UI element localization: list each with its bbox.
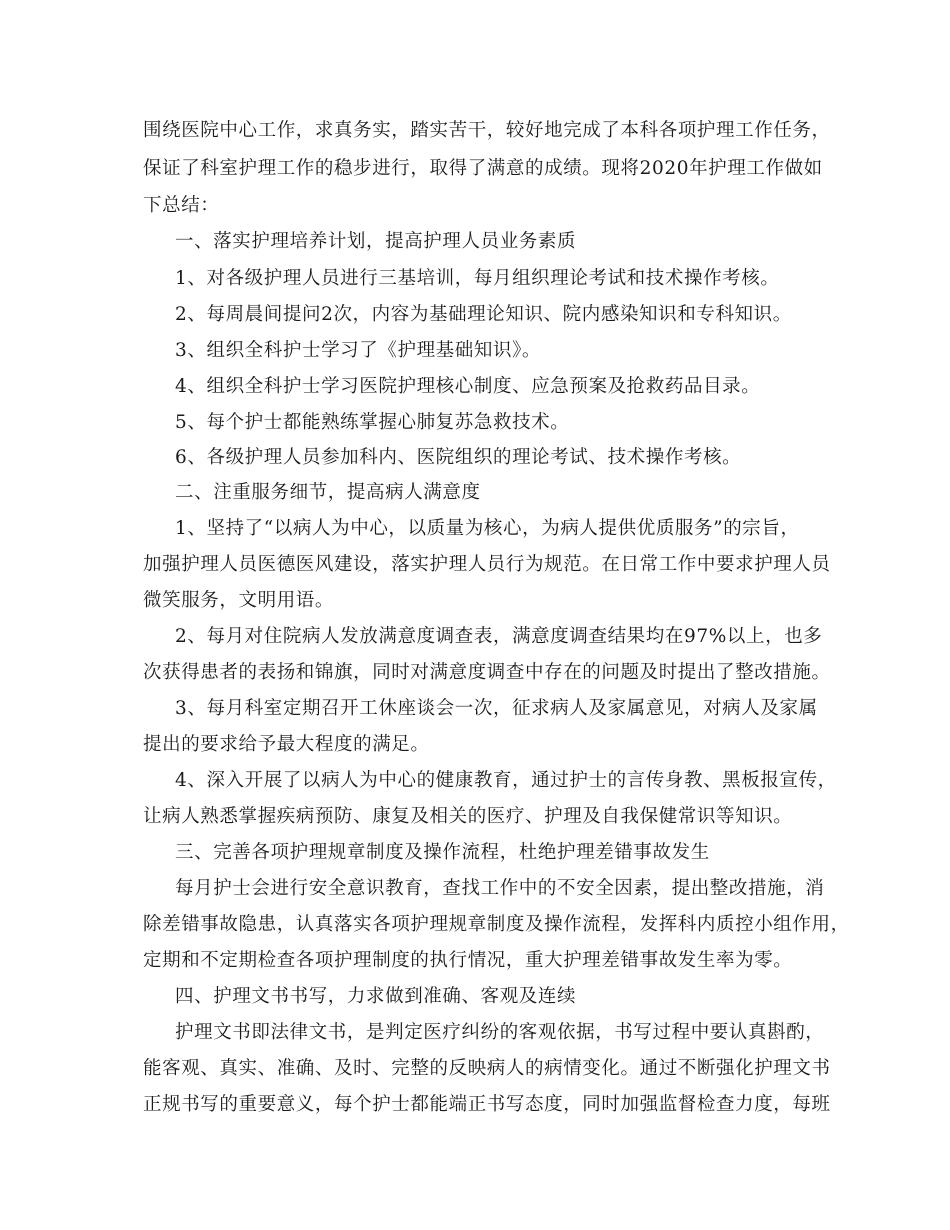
list-item: 1、坚持了“以病人为中心，以质量为核心，为病人提供优质服务”的宗旨，: [175, 518, 800, 539]
body-text-line: 微笑服务，文明用语。: [143, 590, 335, 611]
list-item: 3、组织全科护士学习了《护理基础知识》。: [175, 340, 542, 361]
body-text-line: 让病人熟悉掌握疾病预防、康复及相关的医疗、护理及自我保健常识等知识。: [143, 806, 793, 827]
section-heading: 四、护理文书书写，力求做到准确、客观及连续: [175, 986, 577, 1007]
body-text-line: 能客观、真实、准确、及时、完整的反映病人的病情变化。通过不断强化护理文书: [143, 1058, 831, 1079]
section-heading: 一、落实护理培养计划，提高护理人员业务素质: [175, 231, 577, 252]
body-text-line: 护理文书即法律文书，是判定医疗纠纷的客观依据，书写过程中要认真斟酌，: [175, 1022, 825, 1043]
body-text-line: 每月护士会进行安全意识教育，查找工作中的不安全因素，提出整改措施，消: [175, 878, 825, 899]
body-text-line: 定期和不定期检查各项护理制度的执行情况，重大护理差错事故发生率为零。: [143, 950, 793, 971]
list-item: 4、组织全科护士学习医院护理核心制度、应急预案及抢救药品目录。: [175, 376, 761, 397]
section-heading: 三、完善各项护理规章制度及操作流程，杜绝护理差错事故发生: [175, 842, 710, 863]
body-text-line: 围绕医院中心工作，求真务实，踏实苦干，较好地完成了本科各项护理工作任务，: [143, 120, 831, 141]
body-text-line: 正规书写的重要意义，每个护士都能端正书写态度，同时加强监督检查力度，每班: [143, 1094, 831, 1115]
list-item: 5、每个护士都能熟练掌握心肺复苏急救技术。: [175, 412, 570, 433]
body-text-line: 下总结：: [143, 195, 220, 216]
list-item: 6、各级护理人员参加科内、医院组织的理论考试、技术操作考核。: [175, 447, 742, 468]
body-text-line: 加强护理人员医德医风建设，落实护理人员行为规范。在日常工作中要求护理人员: [143, 554, 831, 575]
body-text-line: 保证了科室护理工作的稳步进行，取得了满意的成绩。现将2020年护理工作做如: [143, 158, 823, 179]
section-heading: 二、注重服务细节，提高病人满意度: [175, 482, 481, 503]
body-text-line: 次获得患者的表扬和锦旗，同时对满意度调查中存在的问题及时提出了整改措施。: [143, 662, 831, 683]
list-item: 3、每月科室定期召开工休座谈会一次，征求病人及家属意见，对病人及家属: [175, 698, 818, 719]
body-text-line: 提出的要求给予最大程度的满足。: [143, 734, 430, 755]
list-item: 4、深入开展了以病人为中心的健康教育，通过护士的言传身教、黑板报宣传，: [175, 770, 837, 791]
list-item: 1、对各级护理人员进行三基培训，每月组织理论考试和技术操作考核。: [175, 268, 780, 289]
list-item: 2、每月对住院病人发放满意度调查表，满意度调查结果均在97%以上，也多: [175, 626, 823, 647]
body-text-line: 除差错事故隐患，认真落实各项护理规章制度及操作流程，发挥科内质控小组作用，: [143, 914, 850, 935]
list-item: 2、每周晨间提问2次，内容为基础理论知识、院内感染知识和专科知识。: [175, 304, 792, 325]
